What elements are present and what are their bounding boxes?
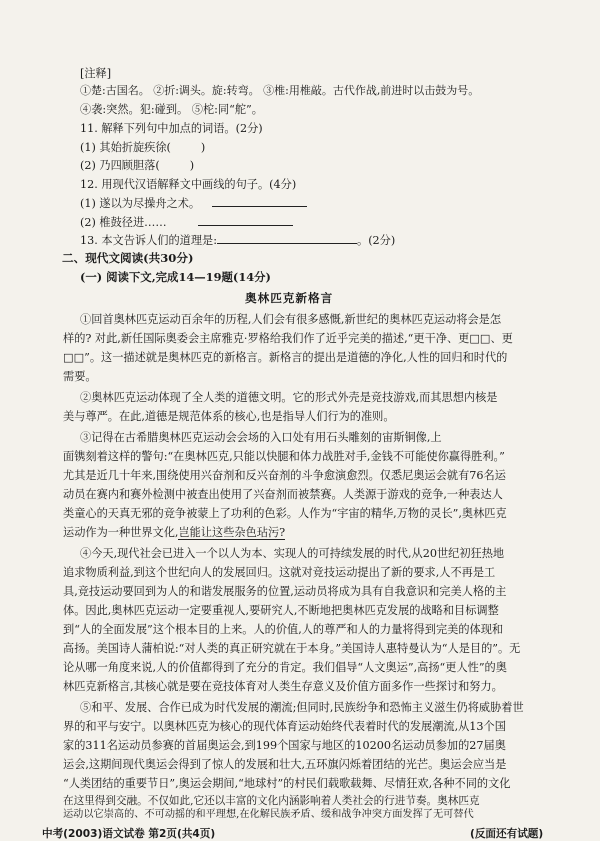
article-p3-line [63,525,285,540]
answer-blank-13[interactable] [217,232,357,244]
section-2-subheading: (一) 阅读下文,完成14—19题(14分) [80,270,271,284]
article-p5-line: 在这里得到交融。不仅如此,它还以丰富的文化内涵影响着人类社会的行进节奏。奥林匹克 [63,795,480,807]
article-p4-line: 到“人的全面发展”这个根本目的上来。人的价值,人的尊严和人的力量将得到完美的体现和 [63,623,504,636]
footer-right: (反面还有试题) [470,828,544,840]
question-11-item-2-text: (2) 乃四顾胆落( [80,159,160,172]
question-11: 11. 解释下列句中加点的词语。(2分) [80,122,263,135]
underlined-sentence: 岂能让这些杂色玷污? [178,526,286,539]
question-11-item-1-text: (1) 其始折旋疾徐( [80,141,171,154]
article-p1-line: 需要。 [63,370,97,383]
article-p5-line: 运动以它崇高的、不可动摇的和平理想,在化解民族矛盾、缓和战争冲突方面发挥了无可替代 [63,809,474,820]
question-12: 12. 用现代汉语解释文中画线的句子。(4分) [80,178,297,191]
article-title: 奥林匹克新格言 [245,291,334,305]
paren-close: ) [200,141,206,154]
article-p4-line: 体。因此,奥林匹克运动一定要重视人,要研究人,不断地把奥林匹克发展的战略和目标调整 [63,604,499,617]
question-12-item-2-text: (2) 椎鼓径进…… [80,216,167,229]
article-p1-line: ①回首奥林匹克运动百余年的历程,人们会有很多感慨,新世纪的奥林匹克运动将会是怎 [80,313,502,326]
section-2-heading: 二、现代文阅读(共30分) [62,251,194,265]
answer-blank-12-2[interactable] [198,214,293,226]
article-p4-line: 高扬。美国诗人蒲柏说:“对人类的真正研究就在于本身。”美国诗人惠特曼认为“人是目的”。无 [63,642,521,655]
article-p5-line: 家的311名运动员参赛的首届奥运会,到199个国家与地区的10200名运动员参加的27届奥 [63,739,506,752]
article-p3-line: 尤其是近几十年来,围绕使用兴奋剂和反兴奋剂的斗争愈演愈烈。仅悉尼奥运会就有76名运 [63,469,506,482]
question-13-text: 13. 本文告诉人们的道理是: [80,234,217,247]
article-p3-line: ③记得在古希腊奥林匹克运动会会场的入口处有用石头雕刻的宙斯铜像,上 [80,431,442,444]
paren-close: ) [189,159,195,172]
notes-line-2: ④袭:突然。犯:碰到。 ⑤柁:同“舵”。 [80,103,263,116]
notes-line-1: ①楚:古国名。 ②折:调头。旋:转弯。 ③椎:用椎敲。古代作战,前进时以击鼓为号。 [80,84,480,97]
question-12-item-2 [80,214,293,230]
article-p5-line: “人类团结的重要节日”,奥运会期间,“地球村”的村民们载歌载舞、尽情狂欢,各种不同的文化 [63,777,511,790]
article-p4-line: 具,竞技运动要回到为人的和谐发展服务的位置,运动员将成为具有自我意识和完美人格的主 [63,585,507,598]
question-12-item-1 [80,195,307,211]
article-p4-line: 论从哪一角度来说,人的价值都得到了充分的肯定。我们倡导“人文奥运”,高扬“更人性”的奥 [63,661,507,674]
answer-blank-12-1[interactable] [212,195,307,207]
article-p1-line: 样的? 对此,新任国际奥委会主席雅克·罗格给我们作了近乎完美的描述,“更干净、更□□、更 [63,332,513,345]
article-p2-line: ②奥林匹克运动体现了全人类的道德文明。它的形式外壳是竞技游戏,而其思想内核是 [80,391,498,404]
article-p5-line: 运会,这期间现代奥运会得到了惊人的发展和壮大,五环旗闪烁着团结的光芒。奥运会应当是 [63,758,507,771]
article-p4-line: 追求物质利益,到这个世纪向人的发展回归。这就对竞技运动提出了新的要求,人不再是工 [63,566,496,579]
article-p4-line: ④今天,现代社会已进入一个以人为本、实现人的可持续发展的时代,从20世纪初狂热地 [80,547,505,560]
article-p3-line: 动员在赛内和赛外检测中被查出使用了兴奋剂而被禁赛。人类源于游戏的竞争,一种表达人 [63,488,503,501]
question-13 [80,232,395,248]
article-p1-line: □□”。这一描述就是奥林匹克的新格言。新格言的提出是道德的净化,人性的回归和时代的 [63,351,508,364]
question-12-item-1-text: (1) 遂以为尽操舟之术。 [80,197,201,210]
question-13-tail: 。(2分) [357,234,396,247]
article-p3-line-6-text: 运动作为一种世界文化, [63,526,179,539]
article-p5-line: 界的和平与安宁。以奥林匹克为核心的现代体育运动始终代表着时代的发展潮流,从13个国 [63,720,506,733]
article-p4-line: 林匹克新格言,其核心就是要在竞技体育对人类生存意义及价值方面多作一些探讨和努力。 [63,680,503,693]
notes-header: [注释] [80,67,112,80]
article-p2-line: 美与尊严。在此,道德是规范体系的核心,也是指导人们行为的准则。 [63,410,395,423]
question-11-item-2 [80,158,194,173]
article-p3-line: 面镌刻着这样的警句:“在奥林匹克,只能以快腿和体力战胜对手,金钱不可能使你赢得胜利。” [63,450,505,463]
footer-left: 中考(2003)语文试卷 第2页(共4页) [42,828,216,840]
article-p5-line: ⑤和平、发展、合作已成为时代发展的潮流;但同时,民族纷争和恐怖主义滋生仍将威胁着世 [80,701,524,714]
article-p3-line: 类童心的天真无邪的竞争被蒙上了功利的色彩。人作为“宇宙的精华,万物的灵长”,奥林匹克 [63,507,507,520]
question-11-item-1 [80,140,205,155]
